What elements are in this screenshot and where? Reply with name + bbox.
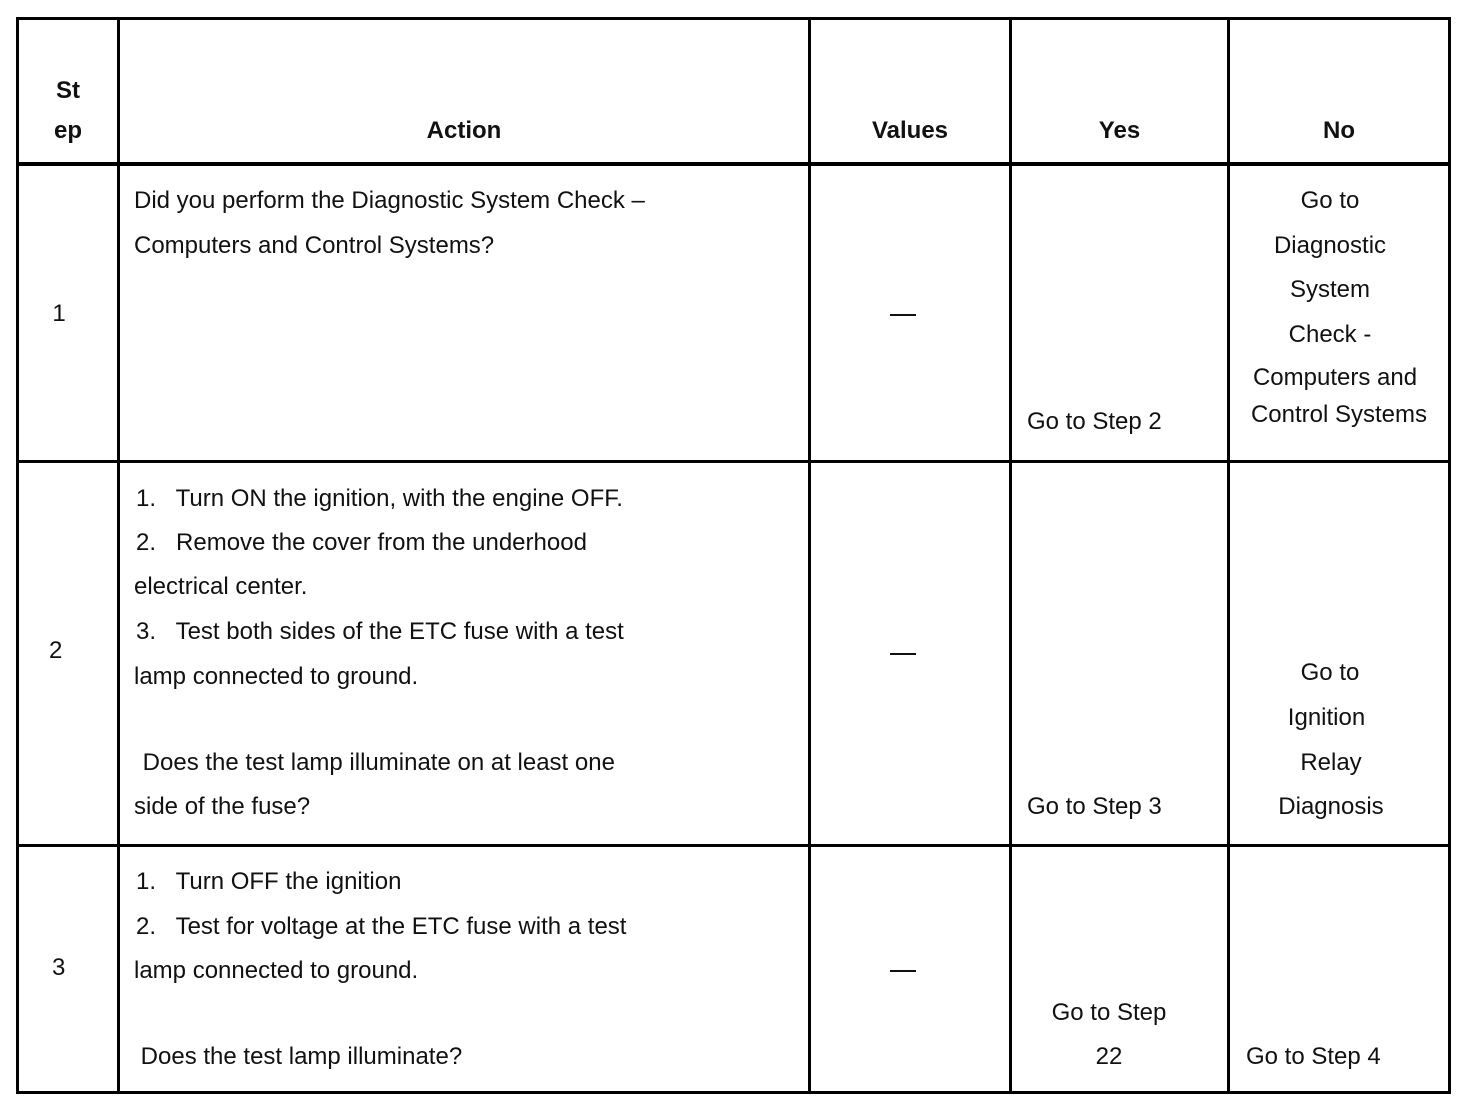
step-number: 1: [52, 300, 66, 327]
no-link-line[interactable]: Relay: [1300, 749, 1362, 776]
no-link-line[interactable]: Diagnosis: [1278, 793, 1384, 820]
no-link-line[interactable]: Computers and: [1252, 364, 1418, 391]
yes-link[interactable]: Go to Step 3: [1027, 793, 1162, 820]
no-link-line[interactable]: Control Systems: [1250, 401, 1428, 428]
table-border-left: [16, 17, 19, 1094]
action-line: Does the test lamp illuminate on at least one: [136, 749, 615, 776]
no-link[interactable]: Go to Step 4: [1246, 1043, 1381, 1070]
column-divider: [1009, 17, 1012, 1094]
action-line: 2. Test for voltage at the ETC fuse with a test: [136, 913, 627, 940]
action-line: lamp connected to ground.: [134, 663, 419, 690]
step-number: 2: [49, 637, 63, 664]
yes-link-line[interactable]: 22: [1095, 1043, 1123, 1070]
no-link-line[interactable]: Go to: [1300, 659, 1360, 686]
header-values: Values: [871, 117, 949, 144]
column-divider: [117, 17, 120, 1094]
step-number: 3: [52, 954, 66, 981]
row-divider: [16, 844, 1451, 847]
header-step-line2: ep: [53, 117, 82, 144]
row-divider: [16, 460, 1451, 463]
action-line: 3. Test both sides of the ETC fuse with a test: [136, 618, 624, 645]
action-line: Computers and Control Systems?: [134, 232, 495, 259]
no-link-line[interactable]: Ignition: [1287, 704, 1366, 731]
action-line: 1. Turn ON the ignition, with the engine OFF.: [136, 485, 623, 512]
header-yes: Yes: [1098, 117, 1141, 144]
yes-link-line[interactable]: Go to Step: [1051, 999, 1167, 1026]
action-line: Does the test lamp illuminate?: [134, 1043, 463, 1070]
no-link-line[interactable]: System: [1289, 276, 1370, 303]
yes-link[interactable]: Go to Step 2: [1027, 408, 1162, 435]
action-line: Did you perform the Diagnostic System Check –: [134, 187, 645, 214]
header-divider: [16, 162, 1451, 166]
action-line: side of the fuse?: [134, 793, 311, 820]
column-divider: [808, 17, 811, 1094]
header-no: No: [1323, 117, 1355, 144]
action-line: 2. Remove the cover from the underhood: [136, 529, 587, 556]
table-border-right: [1448, 17, 1451, 1094]
header-step-line1: St: [56, 77, 80, 104]
no-link-line[interactable]: Go to: [1300, 187, 1360, 214]
table-border-bottom: [16, 1091, 1451, 1094]
action-line: 1. Turn OFF the ignition: [136, 868, 402, 895]
action-line: electrical center.: [134, 573, 308, 600]
table-border-top: [16, 17, 1451, 20]
no-link-line[interactable]: Diagnostic: [1273, 232, 1387, 259]
diagnostic-table: [16, 17, 1451, 1094]
action-line: lamp connected to ground.: [134, 957, 419, 984]
header-action: Action: [426, 117, 502, 144]
no-link-line[interactable]: Check -: [1288, 321, 1372, 348]
